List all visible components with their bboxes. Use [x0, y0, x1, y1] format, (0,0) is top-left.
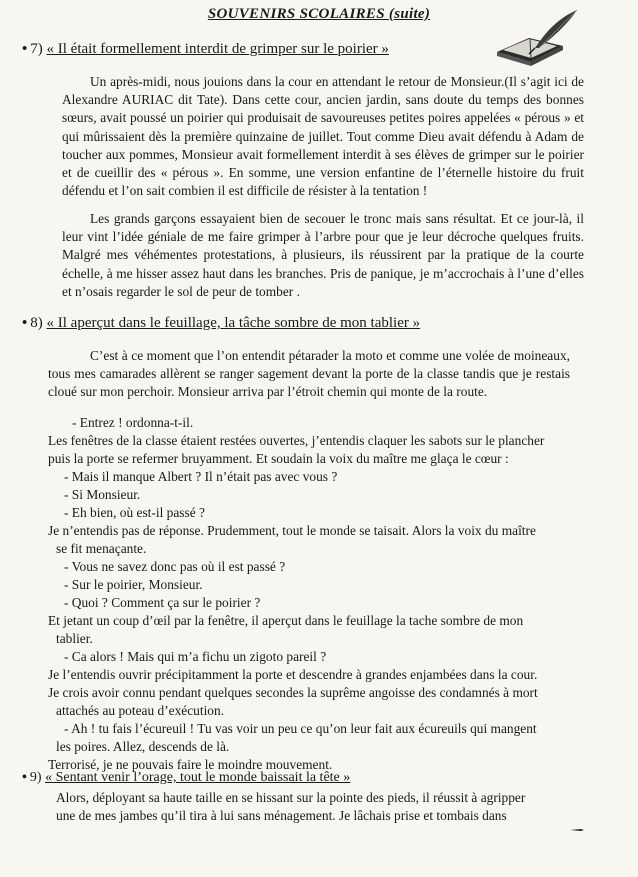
text-line: Je l’entendis ouvrir précipitamment la porte et descendre à grandes enjambées dans la cour.: [48, 667, 538, 682]
bullet-icon: •: [22, 770, 27, 785]
text-line: Et jetant un coup d’œil par la fenêtre, il aperçut dans le feuillage la tache sombre de mon: [48, 613, 524, 628]
book-and-quill-icon: [489, 8, 585, 70]
text-line: - Entrez ! ordonna-t-il.: [72, 415, 194, 430]
text-line: puis la porte se refermer bruyamment. Et soudain la voix du maître me glaça le cœur :: [48, 451, 509, 466]
text-line: les poires. Allez, descends de là.: [56, 739, 230, 754]
text-line: - Sur le poirier, Monsieur.: [64, 577, 203, 592]
text-line: Alors, déployant sa haute taille en se hissant sur la pointe des pieds, il réussit à agripper: [56, 790, 526, 805]
text-line: - Mais il manque Albert ? Il n’était pas avec vous ?: [64, 469, 338, 484]
section-number: 7): [30, 41, 43, 57]
text-line: - Si Monsieur.: [64, 487, 141, 502]
text-line: - Quoi ? Comment ça sur le poirier ?: [64, 595, 261, 610]
text-line: tablier.: [56, 631, 93, 646]
page-title: SOUVENIRS SCOLAIRES (suite): [207, 6, 431, 22]
text-line: - Ah ! tu fais l’écureuil ! Tu vas voir un peu ce qu’on leur fait aux écureuils qui mangent: [64, 721, 537, 736]
paragraph: C’est à ce moment que l’on entendit pétarader la moto et comme une volée de moineaux, tous mes camarades allèrent se ranger sagement devant la porte de la classe tandis que je restais cloué sur mon perchoir. Monsieur arriva par l’étroit chemin qui monte de la route.: [48, 348, 570, 400]
text-line: une de mes jambes qu’il tira à lui sans ménagement. Je lâchais prise et tombais dans: [56, 808, 507, 823]
text-line: se fit menaçante.: [56, 541, 147, 556]
text-line: - Ca alors ! Mais qui m’a fichu un zigoto pareil ?: [64, 649, 327, 664]
bullet-icon: •: [22, 315, 28, 331]
text-line: - Vous ne savez donc pas où il est passé ?: [64, 559, 286, 574]
paragraph: Les grands garçons essayaient bien de secouer le tronc mais sans résultat. Et ce jour-là, il leur vint l’idée géniale de me faire grimper à l’arbre pour que je leur décroche quelques fruits. Malgré mes véhémentes protestations, à plusieurs, ils réussirent par la pratique de la courte échelle, à me hisser assez haut dans les branches. Pris de panique, je m’accrochais à l’une d’elles et n’osais regarder le sol de peur de tomber .: [62, 211, 584, 299]
text-line: - Eh bien, où est-il passé ?: [64, 505, 205, 520]
text-line: attachés au poteau d’exécution.: [56, 703, 225, 718]
section-heading-8: [22, 315, 420, 332]
text-line: Je n’entendis pas de réponse. Prudemment, tout le monde se taisait. Alors la voix du maître: [48, 523, 536, 538]
bullet-icon: •: [22, 41, 28, 57]
text-line: Terrorisé, je ne pouvais faire le moindre mouvement.: [48, 757, 333, 772]
section-number: 8): [30, 315, 43, 331]
paragraph: Un après-midi, nous jouions dans la cour en attendant le retour de Monsieur.(Il s’agit ici de Alexandre AURIAC dit Tate). Dans cette cour, ancien jardin, sans doute du temps des bonnes sœurs, avait poussé un poirier qui produisait de savoureuses petites poires appelées « pérous » et qui mûrissaient dès la première quinzaine de juillet. Tout comme Dieu avait défendu à Adam de toucher aux pommes, Monsieur avait formellement interdit à ses élèves de grimper sur le poirier et de cueillir des « pérous ». En somme, une version enfantine de l’éternelle histoire du fruit défendu et l’on sait combien il est difficile de résister à la tentation !: [62, 74, 584, 199]
section-title: « Il était formellement interdit de grimper sur le poirier »: [46, 41, 389, 57]
section-number: 9): [29, 770, 42, 785]
arrow-right-icon: [570, 827, 584, 833]
section-heading-9: [22, 770, 350, 786]
section-heading-7: [22, 41, 389, 58]
text-line: Les fenêtres de la classe étaient restées ouvertes, j’entendis claquer les sabots sur le plancher: [48, 433, 545, 448]
section-title: « Il aperçut dans le feuillage, la tâche sombre de mon tablier »: [46, 315, 421, 331]
text-line: Je crois avoir connu pendant quelques secondes la suprême angoisse des condamnés à mort: [48, 685, 538, 700]
section-title: « Sentant venir l’orage, tout le monde baissait la tête »: [45, 770, 351, 785]
